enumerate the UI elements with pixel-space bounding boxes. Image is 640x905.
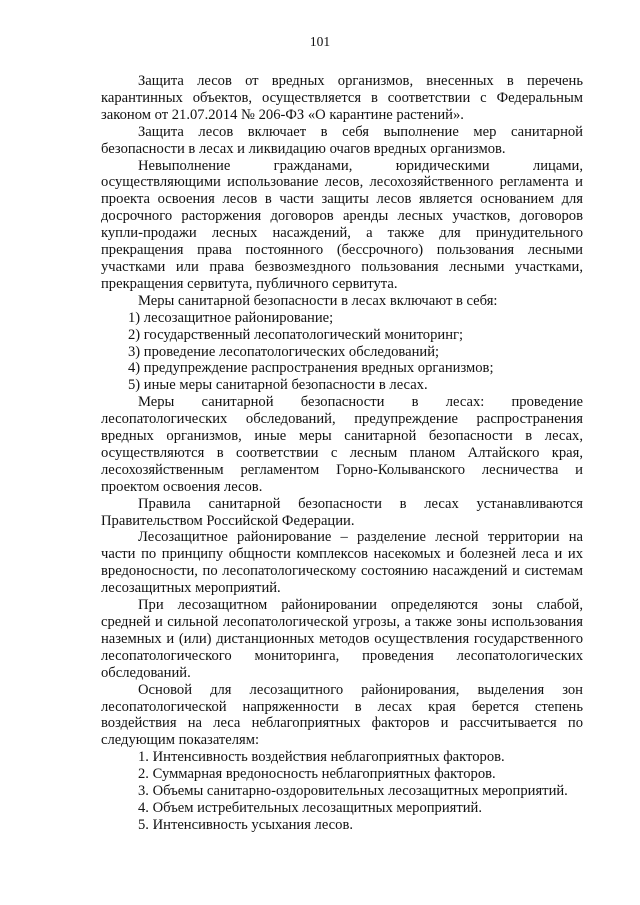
paragraph: Невыполнение гражданами, юридическими лицами, осуществляющими использование лесов, лесохозяйственного регламента и проекта освоения лесов в части защиты лесов является основанием для досрочного расторжения договоров аренды лесных участков, договоров купли-продажи лесных насаждений, а также для принудительного прекращения права постоянного (бессрочного) пользования лесными участками или права безвозмездного пользования лесными участками, прекращения сервитута, публичного сервитута. [101, 157, 583, 292]
measures-list-item: 4) предупреждение распространения вредных организмов; [128, 360, 494, 377]
paragraph: Защита лесов от вредных организмов, внесенных в перечень карантинных объектов, осуществляется в соответствии с Федеральным законом от 21.07.2014 № 206-ФЗ «О карантине растений». [101, 73, 583, 123]
indicators-list-item: 2. Суммарная вредоносность неблагоприятных факторов. [138, 766, 496, 783]
paragraph: Защита лесов включает в себя выполнение мер санитарной безопасности в лесах и ликвидацию очагов вредных организмов. [101, 123, 583, 157]
measures-list-item: 5) иные меры санитарной безопасности в лесах. [128, 377, 428, 394]
document-body [101, 73, 583, 834]
page-number: 101 [309, 34, 331, 49]
indicators-list-item: 5. Интенсивность усыхания лесов. [138, 816, 353, 833]
paragraph: Лесозащитное районирование – разделение лесной территории на части по принципу общности комплексов насекомых и болезней леса и их вредоносности, по лесопатологическому состоянию насаждений и системам лесозащитных мероприятий. [101, 529, 583, 597]
paragraph: Меры санитарной безопасности в лесах: проведение лесопатологических обследований, предупреждение распространения вредных организмов, иные меры санитарной безопасности в лесах, осуществляются в соответствии с лесным планом Алтайского края, лесохозяйственным регламентом Горно-Колыванского лесничества и проектом освоения лесов. [101, 394, 583, 495]
measures-list-item: 2) государственный лесопатологический мониторинг; [128, 326, 464, 343]
paragraph: Правила санитарной безопасности в лесах устанавливаются Правительством Российской Федерации. [101, 495, 583, 529]
measures-list-item: 3) проведение лесопатологических обследований; [128, 343, 440, 360]
paragraph: Основой для лесозащитного районирования, выделения зон лесопатологической напряженности в лесах края берется степень воздействия на леса неблагоприятных факторов и рассчитывается по следующим показателям: [101, 681, 583, 749]
indicators-list-item: 1. Интенсивность воздействия неблагоприятных факторов. [138, 749, 505, 766]
paragraph: Меры санитарной безопасности в лесах включают в себя: [138, 292, 498, 309]
measures-list-item: 1) лесозащитное районирование; [128, 309, 334, 326]
indicators-list-item: 4. Объем истребительных лесозащитных мероприятий. [138, 799, 483, 816]
paragraph: При лесозащитном районировании определяются зоны слабой, средней и сильной лесопатологической угрозы, а также зоны использования наземных и (или) дистанционных методов осуществления государственного лесопатологического мониторинга, проведения лесопатологических обследований. [101, 597, 583, 681]
indicators-list-item: 3. Объемы санитарно-оздоровительных лесозащитных мероприятий. [138, 783, 568, 800]
